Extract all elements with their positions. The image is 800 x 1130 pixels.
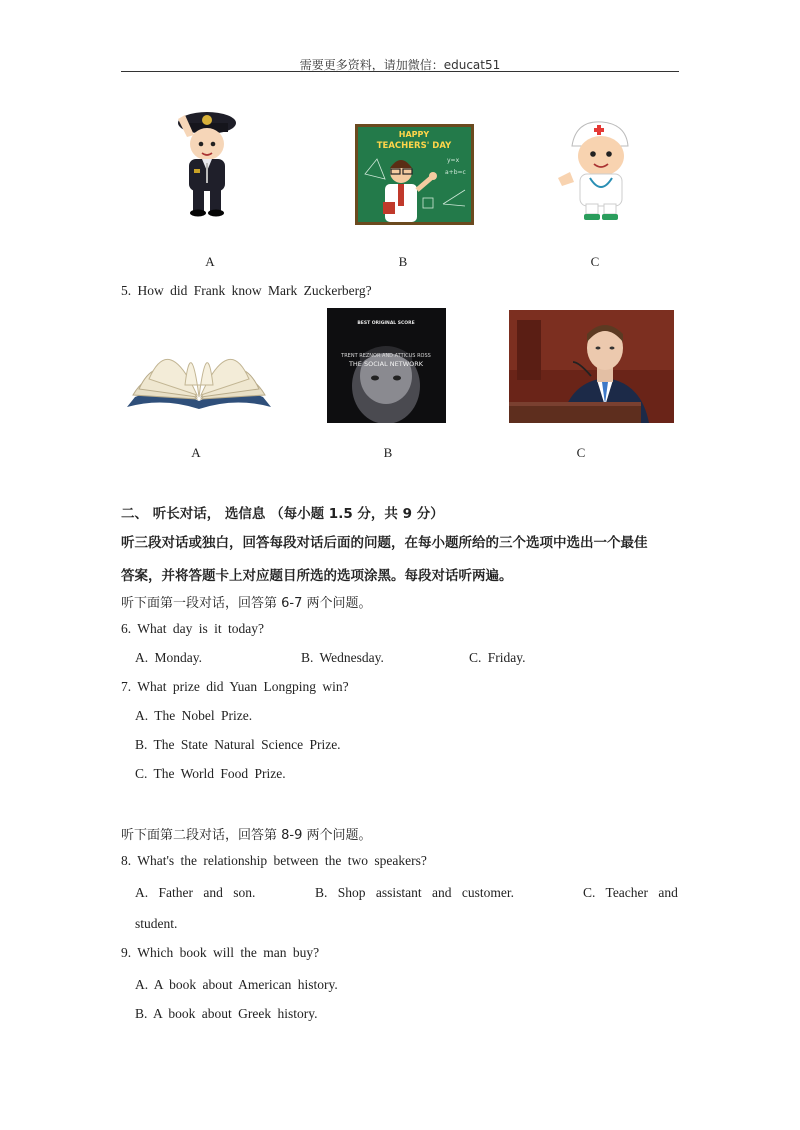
dialog-1-instruction: 听下面第一段对话，回答第 6-7 两个问题。 <box>121 596 372 611</box>
teachers-day-image <box>355 124 474 225</box>
q5-option-b-label: B <box>383 445 393 460</box>
social-network-poster-image <box>327 308 446 423</box>
q6-option-c: C. Friday. <box>469 650 526 665</box>
q7-option-c: C. The World Food Prize. <box>135 766 286 781</box>
section-2-instructions-line1: 听三段对话或独白，回答每段对话后面的问题，在每小题所给的三个选项中选出一个最佳 <box>121 535 648 551</box>
section-2-instructions-line2: 答案，并将答题卡上对应题目所选的选项涂黑。每段对话听两遍。 <box>121 568 513 584</box>
q4-option-a-label: A <box>205 254 215 269</box>
q8-option-c-continued: student. <box>135 916 178 931</box>
q6-option-b: B. Wednesday. <box>301 650 384 665</box>
open-book-image <box>125 327 273 411</box>
poster-names-text: TRENT REZNOR AND ATTICUS ROSS <box>341 353 431 359</box>
q5-option-a-label: A <box>191 445 201 460</box>
q4-option-c-label: C <box>590 254 600 269</box>
dialog-2-instruction: 听下面第二段对话，回答第 8-9 两个问题。 <box>121 828 372 843</box>
header-divider <box>121 71 679 72</box>
q7-question: 7. What prize did Yuan Longping win? <box>121 679 349 694</box>
q7-option-a: A. The Nobel Prize. <box>135 708 253 723</box>
q8-option-a: A. Father and son. <box>135 885 256 900</box>
q8-question: 8. What's the relationship between the two speakers? <box>121 853 427 868</box>
q9-option-b: B. A book about Greek history. <box>135 1006 318 1021</box>
q4-option-b-label: B <box>398 254 408 269</box>
svg-text:y=x: y=x <box>447 157 460 164</box>
q8-option-c: C. Teacher and <box>583 885 678 900</box>
poster-top-text: BEST ORIGINAL SCORE <box>357 321 415 326</box>
police-officer-image <box>172 103 242 217</box>
q5-option-c-label: C <box>576 445 586 460</box>
q7-option-b: B. The State Natural Science Prize. <box>135 737 341 752</box>
svg-text:a+b=c: a+b=c <box>445 169 466 176</box>
doctor-image <box>556 116 636 222</box>
q9-question: 9. Which book will the man buy? <box>121 945 320 960</box>
section-2-title: 二、 听长对话， 选信息 （每小题 1.5 分，共 9 分） <box>121 506 444 522</box>
teachers-day-line2: TEACHERS' DAY <box>376 141 452 151</box>
poster-title-text: THE SOCIAL NETWORK <box>348 360 424 368</box>
q5-question: 5. How did Frank know Mark Zuckerberg? <box>121 283 372 298</box>
q6-option-a: A. Monday. <box>135 650 202 665</box>
q8-option-b: B. Shop assistant and customer. <box>315 885 514 900</box>
page-header: 需要更多资料，请加微信：educat51 <box>299 58 501 72</box>
q6-question: 6. What day is it today? <box>121 621 264 636</box>
teachers-day-line1: HAPPY <box>398 130 430 139</box>
zuckerberg-speech-image <box>509 310 674 423</box>
q9-option-a: A. A book about American history. <box>135 977 338 992</box>
